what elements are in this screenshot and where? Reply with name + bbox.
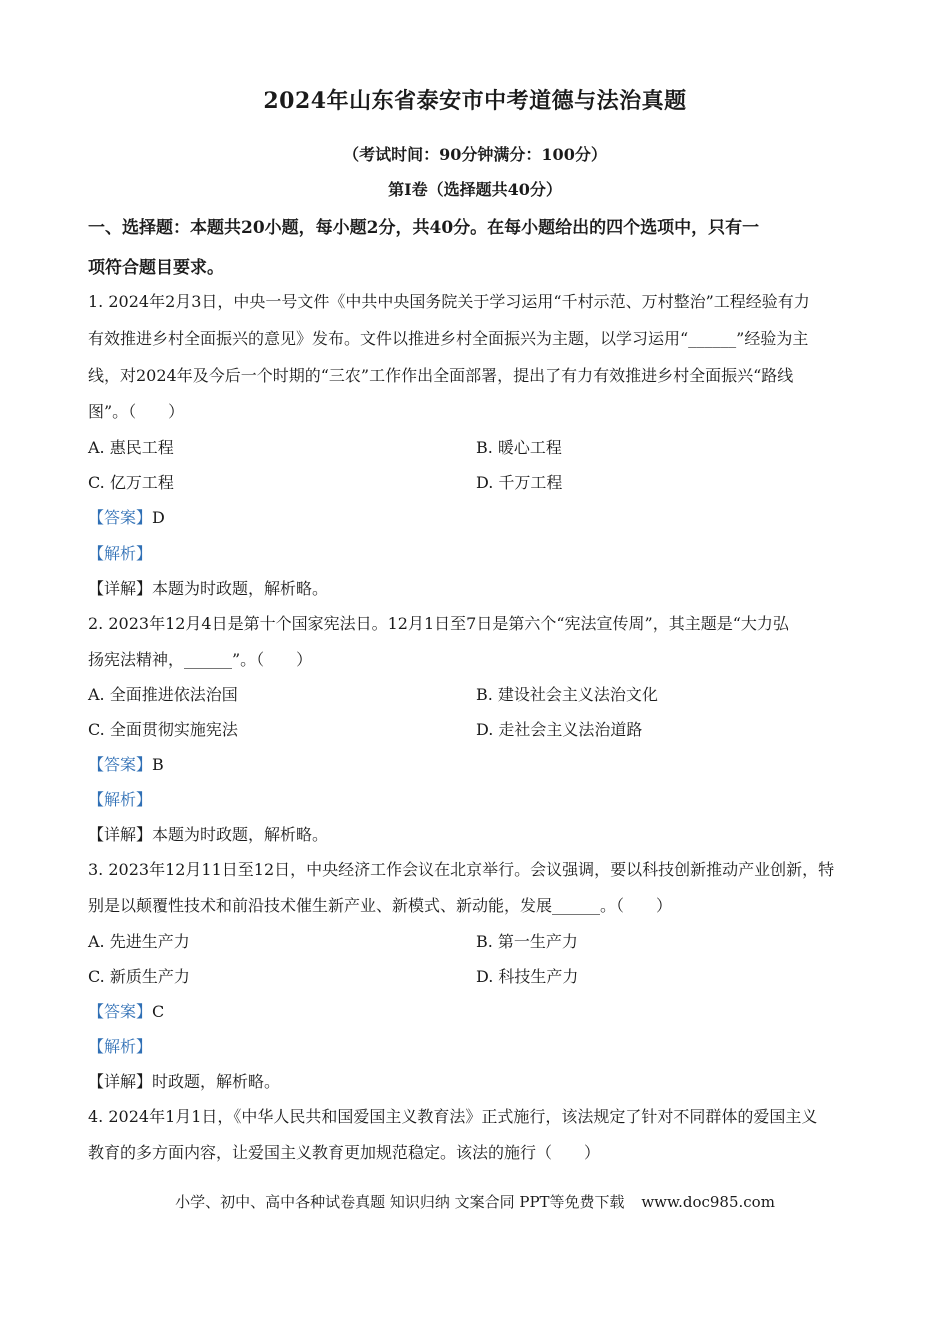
question-3-answer <box>88 999 868 1022</box>
question-3-option-a: A. 先进生产力 <box>88 932 190 951</box>
section-heading-line-2: 项符合题目要求。 <box>88 258 224 278</box>
answer-label: 【答案】 <box>88 1002 153 1021</box>
detail-label: 【详解】 <box>88 1072 153 1091</box>
section-heading-line-1: 一、选择题：本题共20小题，每小题2分，共40分。在每小题给出的四个选项中，只有一 <box>88 218 760 238</box>
question-1-detail <box>88 576 868 599</box>
question-1-line-4: 图”。（ ） <box>88 402 185 421</box>
question-1-line-2: 有效推进乡村全面振兴的意见》发布。文件以推进乡村全面振兴为主题，以学习运用“______”经验为主 <box>88 329 809 348</box>
question-2-option-b: B. 建设社会主义法治文化 <box>476 685 658 704</box>
question-1-option-b: B. 暖心工程 <box>476 438 562 457</box>
detail-text: 本题为时政题，解析略。 <box>152 825 329 844</box>
part-title: 第Ⅰ卷（选择题共40分） <box>388 180 562 199</box>
analysis-label: 【解析】 <box>88 790 153 809</box>
question-3-option-b: B. 第一生产力 <box>476 932 578 951</box>
question-3-line-1: 3. 2023年12月11日至12日，中央经济工作会议在北京举行。会议强调，要以科技创新推动产业创新，特 <box>88 860 835 879</box>
answer-value: C <box>152 1002 165 1021</box>
answer-value: B <box>152 755 164 774</box>
question-2-line-2: 扬宪法精神，______”。（ ） <box>88 650 313 669</box>
question-2-detail <box>88 822 868 845</box>
analysis-label: 【解析】 <box>88 1037 153 1056</box>
answer-value: D <box>152 508 165 527</box>
question-2-analysis <box>88 787 868 810</box>
question-1-option-c: C. 亿万工程 <box>88 473 174 492</box>
question-3-option-d: D. 科技生产力 <box>476 967 579 986</box>
question-1-analysis <box>88 541 868 564</box>
question-1-answer <box>88 505 868 528</box>
exam-info: （考试时间：90分钟满分：100分） <box>343 145 607 164</box>
question-2-option-c: C. 全面贯彻实施宪法 <box>88 720 238 739</box>
question-2-option-a: A. 全面推进依法治国 <box>88 685 238 704</box>
footer-text: 小学、初中、高中各种试卷真题 知识归纳 文案合同 PPT等免费下载 <box>175 1193 625 1211</box>
page-footer <box>0 1191 950 1212</box>
detail-label: 【详解】 <box>88 825 153 844</box>
detail-text: 时政题，解析略。 <box>152 1072 281 1091</box>
detail-text: 本题为时政题，解析略。 <box>152 579 329 598</box>
question-1-option-d: D. 千万工程 <box>476 473 563 492</box>
question-4-line-2: 教育的多方面内容，让爱国主义教育更加规范稳定。该法的施行（ ） <box>88 1143 601 1162</box>
question-2-answer <box>88 752 868 775</box>
question-1-line-3: 线，对2024年及今后一个时期的“三农”工作作出全面部署，提出了有力有效推进乡村全面振兴“路线 <box>88 366 794 385</box>
question-3-line-2: 别是以颠覆性技术和前沿技术催生新产业、新模式、新动能，发展______。（ ） <box>88 896 673 915</box>
question-3-detail <box>88 1069 868 1092</box>
answer-label: 【答案】 <box>88 755 153 774</box>
question-3-option-c: C. 新质生产力 <box>88 967 190 986</box>
question-3-analysis <box>88 1034 868 1057</box>
analysis-label: 【解析】 <box>88 544 153 563</box>
question-2-option-d: D. 走社会主义法治道路 <box>476 720 643 739</box>
question-1-line-1: 1. 2024年2月3日，中央一号文件《中共中央国务院关于学习运用“千村示范、万村整治”工程经验有力 <box>88 292 810 311</box>
footer-link[interactable]: www.doc985.com <box>641 1193 775 1211</box>
question-1-option-a: A. 惠民工程 <box>88 438 174 457</box>
question-2-line-1: 2. 2023年12月4日是第十个国家宪法日。12月1日至7日是第六个“宪法宣传周”，其主题是“大力弘 <box>88 614 789 633</box>
question-4-line-1: 4. 2024年1月1日，《中华人民共和国爱国主义教育法》正式施行，该法规定了针对不同群体的爱国主义 <box>88 1107 818 1126</box>
document-title: 2024年山东省泰安市中考道德与法治真题 <box>263 88 687 114</box>
detail-label: 【详解】 <box>88 579 153 598</box>
answer-label: 【答案】 <box>88 508 153 527</box>
